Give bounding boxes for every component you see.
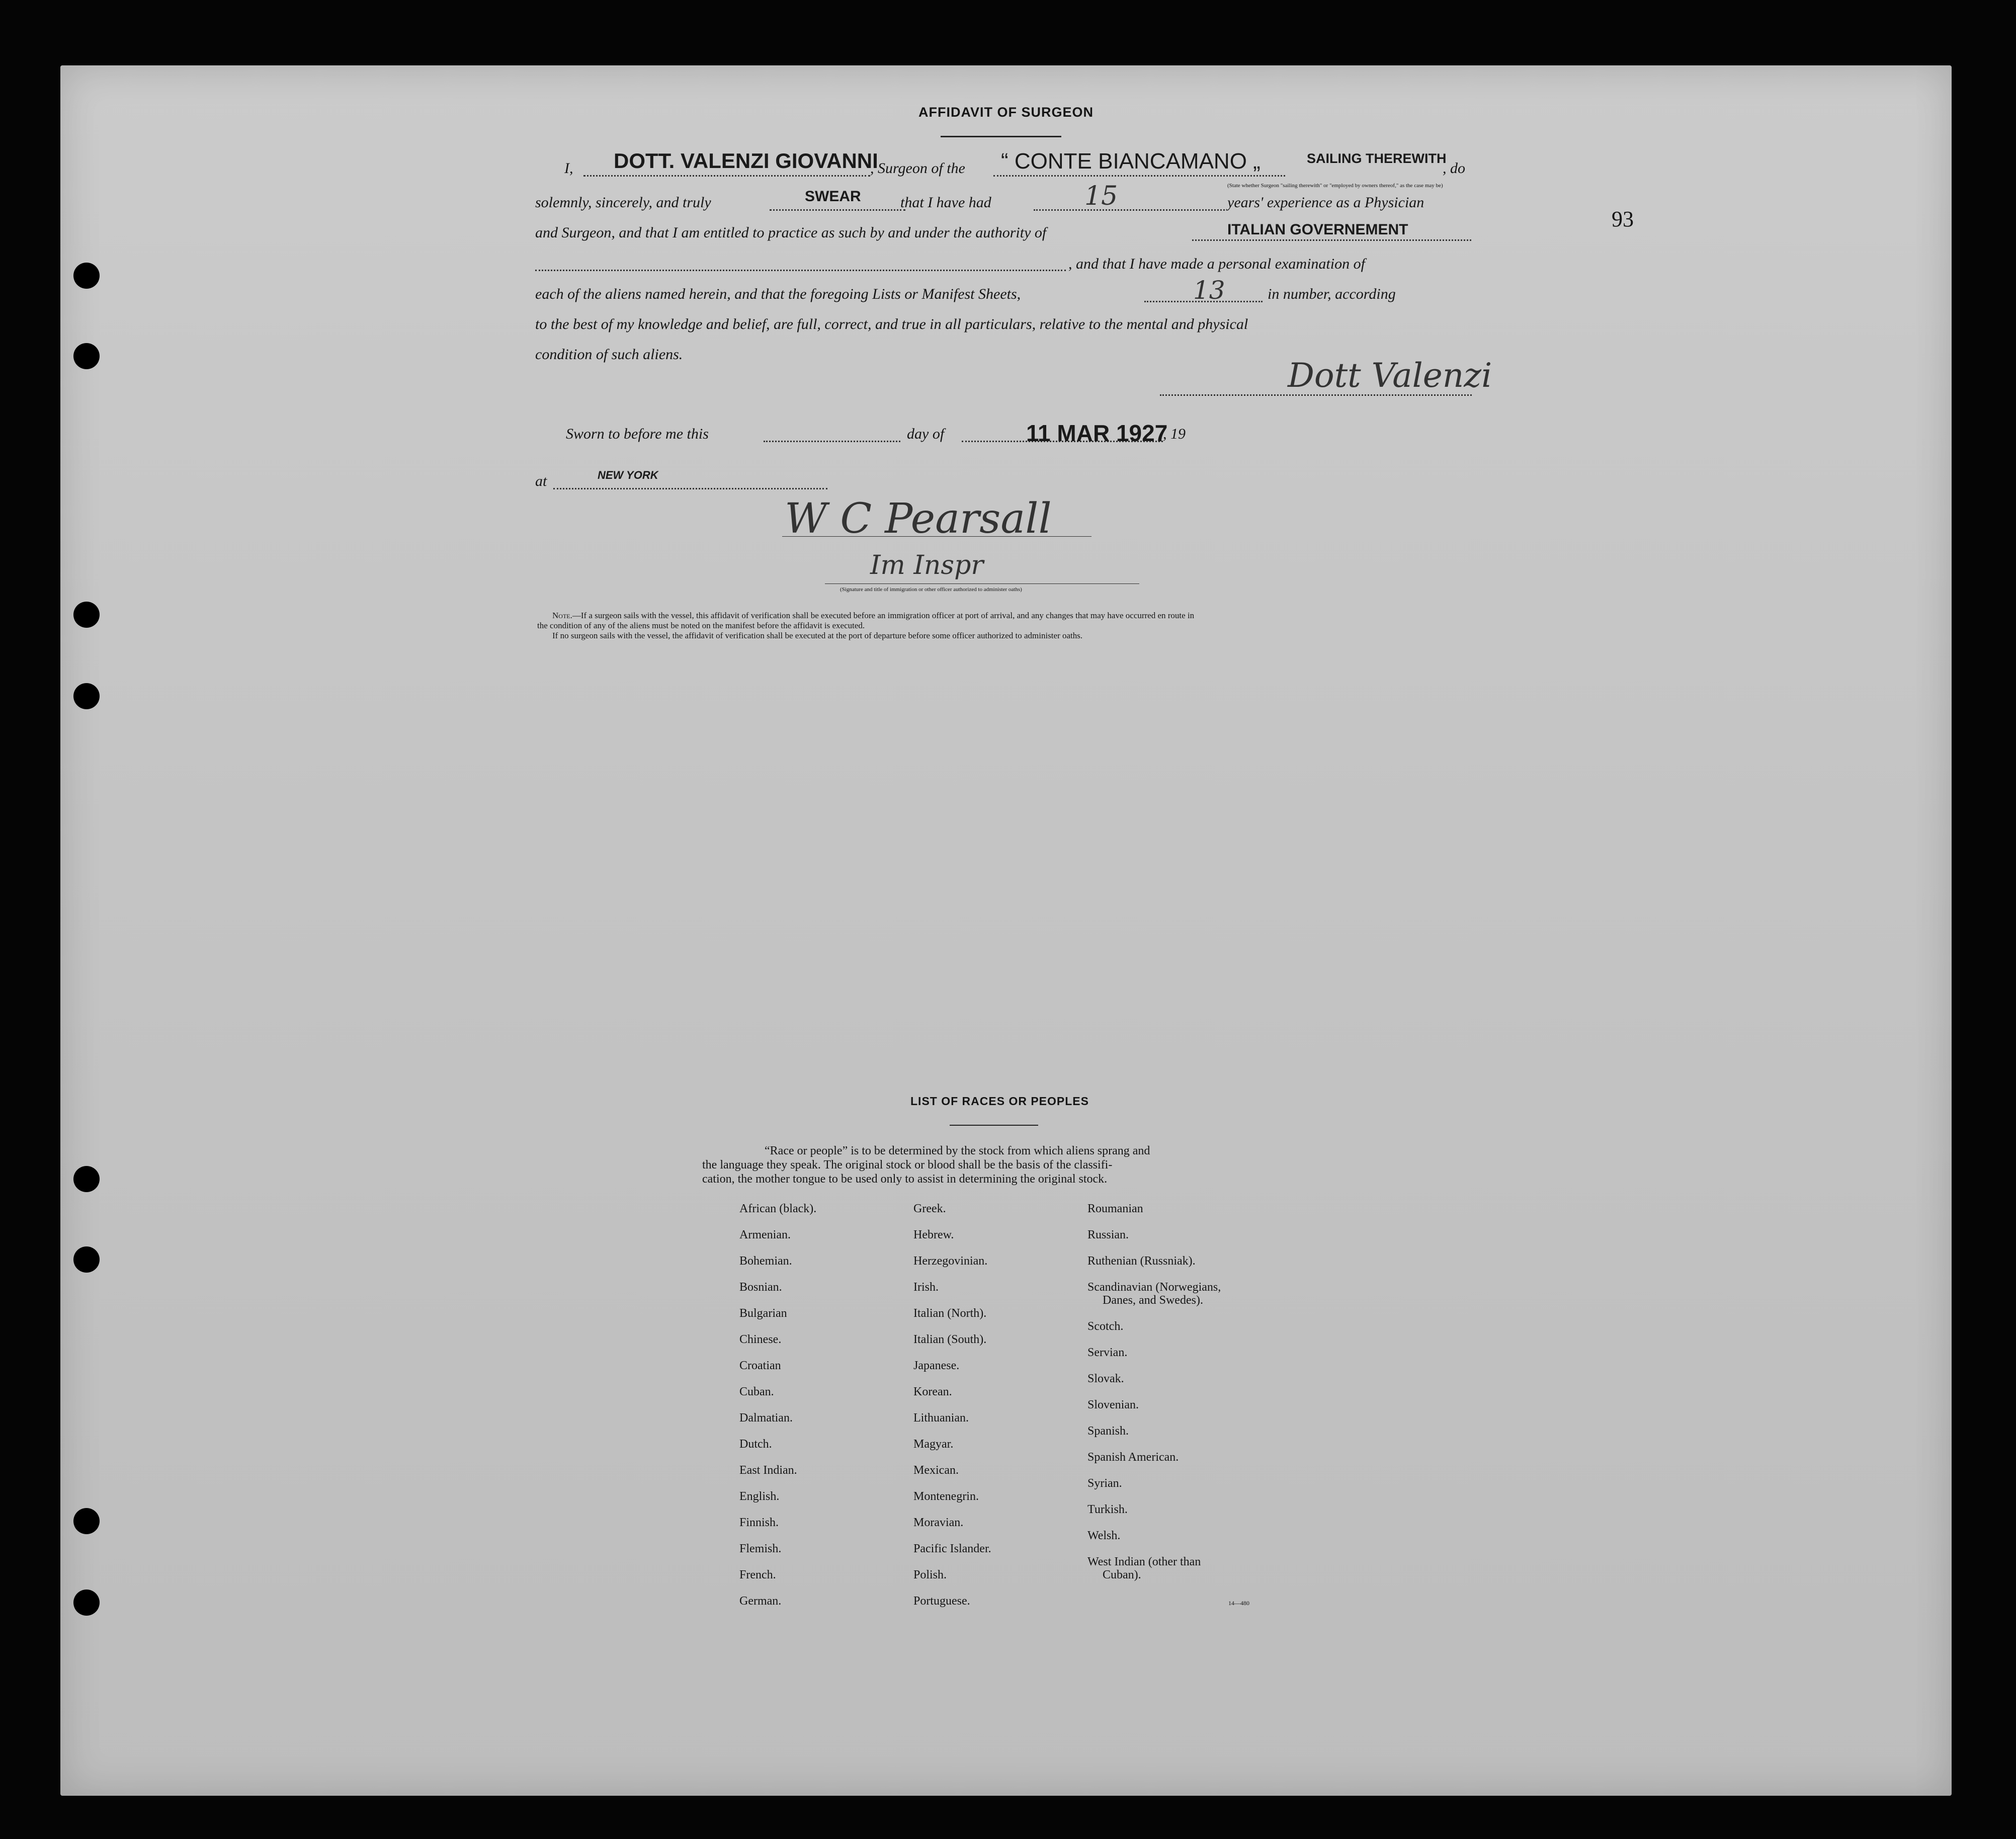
ship-name: “ CONTE BIANCAMANO „	[1001, 149, 1261, 174]
authority-field-line	[1192, 239, 1471, 241]
line6: to the best of my knowledge and belief, are full, correct, and true in all particulars, relative to the mental and physical	[535, 316, 1248, 332]
sheets-value: 13	[1193, 276, 1225, 305]
punch-hole	[73, 683, 100, 709]
race-item: Polish.	[913, 1568, 947, 1581]
line5-end: in number, according	[1268, 286, 1396, 302]
races-column-3	[1087, 1202, 1221, 1595]
race-item: Magyar.	[913, 1438, 954, 1451]
race-item: Roumanian	[1087, 1202, 1143, 1215]
name-field-line	[583, 175, 870, 177]
years-value: 15	[1084, 181, 1118, 211]
authority: ITALIAN GOVERNEMENT	[1227, 221, 1408, 238]
surgeon-name: DOTT. VALENZI GIOVANNI	[614, 149, 878, 173]
officer-title-line	[825, 583, 1139, 584]
race-item: Spanish American.	[1087, 1451, 1179, 1464]
race-item: Portuguese.	[913, 1595, 970, 1608]
race-item: Irish.	[913, 1281, 939, 1294]
races-column-2	[913, 1202, 991, 1621]
race-item: Pacific Islander.	[913, 1542, 991, 1555]
race-item: Danes, and Swedes).	[1103, 1294, 1203, 1307]
races-title-rule	[950, 1125, 1038, 1126]
line2-mid: that I have had	[900, 194, 991, 211]
race-item: Bohemian.	[739, 1255, 792, 1268]
sworn-prefix: Sworn to before me this	[566, 426, 709, 442]
race-item: Cuban.	[739, 1385, 774, 1398]
note-line-3: If no surgeon sails with the vessel, the affidavit of verification shall be executed at the port of departure before some officer authorized to administer oaths.	[552, 631, 1083, 640]
race-item: Mexican.	[913, 1464, 959, 1477]
race-item: Scotch.	[1087, 1320, 1124, 1333]
line4-end: , and that I have made a personal examination of	[1068, 256, 1365, 272]
race-item: West Indian (other than	[1087, 1555, 1201, 1568]
races-intro	[702, 1144, 1150, 1186]
oath-field-line	[770, 209, 905, 211]
oath-word: SWEAR	[805, 188, 861, 205]
race-item: Syrian.	[1087, 1477, 1122, 1490]
race-item: Dutch.	[739, 1438, 772, 1451]
years-field-line	[1034, 209, 1225, 211]
line1-mid: , Surgeon of the	[870, 160, 965, 177]
punch-hole	[73, 1166, 100, 1192]
page-number: 93	[1612, 207, 1634, 231]
punch-hole	[73, 343, 100, 369]
race-item: Flemish.	[739, 1542, 782, 1555]
race-item: English.	[739, 1490, 780, 1503]
race-item: Hebrew.	[913, 1228, 954, 1241]
race-item: Armenian.	[739, 1228, 791, 1241]
punch-hole	[73, 1508, 100, 1534]
ship-field-line	[993, 175, 1285, 177]
race-item: Finnish.	[739, 1516, 779, 1529]
race-item: Cuban).	[1103, 1568, 1141, 1581]
line1-end: , do	[1443, 160, 1465, 177]
title-rule	[941, 136, 1061, 137]
surgeon-signature: Dott Valenzi	[1288, 356, 1492, 395]
sworn-mid: day of	[907, 426, 945, 442]
affidavit-title: AFFIDAVIT OF SURGEON	[918, 105, 1094, 120]
line2-end: years' experience as a Physician	[1227, 194, 1424, 211]
line2-prefix: solemnly, sincerely, and truly	[535, 194, 711, 211]
race-item: Croatian	[739, 1359, 781, 1372]
note-block	[537, 611, 1473, 641]
authority-field-line-2	[535, 270, 1066, 271]
race-item: East Indian.	[739, 1464, 797, 1477]
note-line-2: the condition of any of the aliens must be noted on the manifest before the affidavit is executed.	[537, 621, 865, 630]
race-item: Spanish.	[1087, 1425, 1129, 1438]
officer-signature: W C Pearsall	[785, 495, 1052, 543]
races-intro-line-2: the language they speak. The original stock or blood shall be the basis of the classifi-	[702, 1158, 1113, 1172]
punch-hole	[73, 602, 100, 628]
punch-hole	[73, 1590, 100, 1616]
race-item: Bulgarian	[739, 1307, 787, 1320]
race-item: Japanese.	[913, 1359, 960, 1372]
race-item: Servian.	[1087, 1346, 1128, 1359]
punch-hole	[73, 1246, 100, 1273]
sailing-status: SAILING THEREWITH	[1307, 151, 1447, 166]
race-item: Korean.	[913, 1385, 952, 1398]
place: NEW YORK	[598, 469, 658, 481]
races-intro-line-1: “Race or people” is to be determined by the stock from which aliens sprang and	[765, 1144, 1150, 1157]
race-item: Turkish.	[1087, 1503, 1128, 1516]
race-item: Ruthenian (Russniak).	[1087, 1255, 1196, 1268]
form-number: 14—480	[1228, 1600, 1249, 1607]
officer-caption: (Signature and title of immigration or other officer authorized to administer oaths)	[840, 587, 1022, 593]
race-item: Dalmatian.	[739, 1411, 793, 1425]
place-field-line	[553, 488, 827, 489]
race-item: Italian (South).	[913, 1333, 987, 1346]
note-line-1: —If a surgeon sails with the vessel, this affidavit of verification shall be executed before an immigration officer at port of arrival, and any changes that may have occurred en route in	[572, 611, 1195, 620]
race-item: African (black).	[739, 1202, 817, 1215]
race-item: Herzegovinian.	[913, 1255, 988, 1268]
races-intro-line-3: cation, the mother tongue to be used only to assist in determining the original stock.	[702, 1173, 1108, 1186]
race-item: Slovenian.	[1087, 1398, 1139, 1411]
sworn-date: 11 MAR 1927	[1026, 420, 1168, 446]
race-item: Moravian.	[913, 1516, 964, 1529]
punch-hole	[73, 263, 100, 289]
sworn-day-line	[764, 441, 900, 442]
race-item: French.	[739, 1568, 776, 1581]
race-item: Bosnian.	[739, 1281, 782, 1294]
race-item: Chinese.	[739, 1333, 782, 1346]
race-item: Lithuanian.	[913, 1411, 969, 1425]
note-label: Note.	[552, 611, 572, 620]
race-item: Montenegrin.	[913, 1490, 979, 1503]
sworn-end: , 19	[1163, 426, 1186, 442]
race-item: Russian.	[1087, 1228, 1129, 1241]
line7: condition of such aliens.	[535, 346, 683, 363]
race-item: Greek.	[913, 1202, 946, 1215]
race-item: Welsh.	[1087, 1529, 1121, 1542]
race-item: German.	[739, 1595, 782, 1608]
sailing-note: (State whether Surgeon "sailing therewith" or "employed by owners thereof," as the case may be)	[1227, 183, 1443, 189]
races-column-1	[739, 1202, 816, 1621]
line5-prefix: each of the aliens named herein, and that the foregoing Lists or Manifest Sheets,	[535, 286, 1021, 302]
officer-title: Im Inspr	[870, 550, 984, 580]
races-title: LIST OF RACES OR PEOPLES	[910, 1095, 1089, 1108]
line1-prefix: I,	[564, 160, 573, 177]
at-label: at	[535, 473, 547, 489]
race-item: Italian (North).	[913, 1307, 987, 1320]
race-item: Slovak.	[1087, 1372, 1124, 1385]
race-item: Scandinavian (Norwegians,	[1087, 1281, 1221, 1294]
line3-prefix: and Surgeon, and that I am entitled to practice as such by and under the authority of	[535, 224, 1047, 241]
officer-signature-line	[782, 536, 1091, 537]
